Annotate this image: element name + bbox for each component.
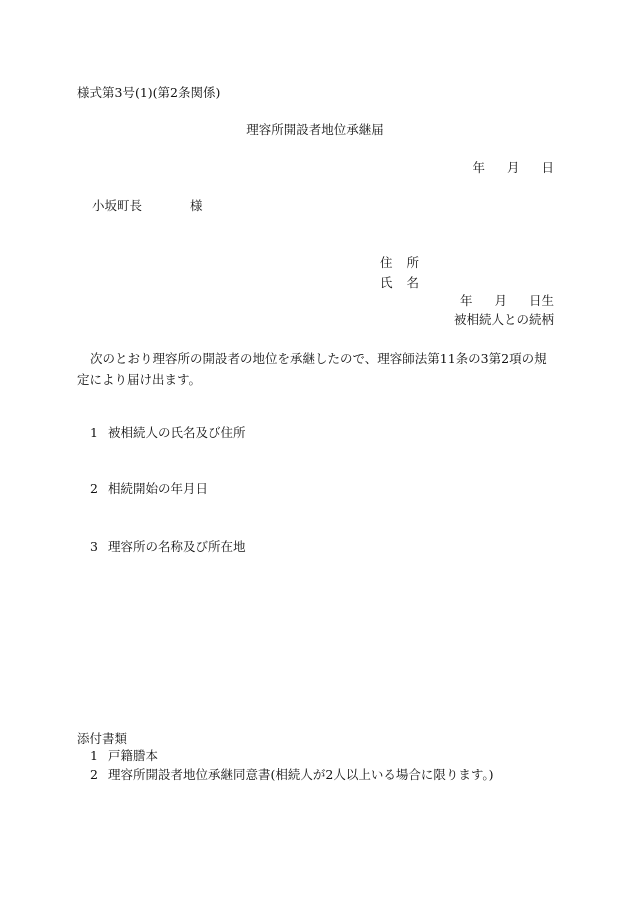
applicant-relation: 被相続人との続柄 [453, 312, 554, 327]
item-label: 被相続人の氏名及び住所 [108, 425, 246, 440]
name-label-char-2: 名 [406, 275, 420, 290]
item-deceased-name-address [90, 425, 246, 441]
address-label-char-1: 住 [380, 255, 393, 270]
addressee [92, 198, 203, 214]
birth-year: 年 [459, 293, 473, 308]
attachments-heading: 添付書類 [77, 731, 128, 746]
item-inheritance-start-date [90, 481, 208, 497]
date-month: 月 [506, 160, 520, 175]
item-number: 2 [90, 481, 98, 496]
applicant-address-label [380, 255, 419, 271]
item-label: 相続開始の年月日 [108, 481, 209, 496]
item-number: 1 [90, 425, 98, 440]
attachment-label: 戸籍謄本 [108, 748, 159, 763]
document-title: 理容所開設者地位承継届 [246, 122, 384, 137]
address-label-char-2: 所 [406, 255, 420, 270]
date-day: 日 [541, 160, 554, 175]
addressee-suffix: 様 [190, 198, 203, 213]
item-label: 理容所の名称及び所在地 [108, 539, 246, 554]
item-number: 3 [90, 539, 98, 554]
body-text: 次のとおり理容所の開設者の地位を承継したので、理容師法第11条の3第2項の規定により届け出ます。 [77, 351, 547, 387]
form-number: 様式第3号(1)(第2条関係) [77, 85, 221, 100]
addressee-name: 小坂町長 [92, 198, 143, 213]
name-label-char-1: 氏 [380, 275, 393, 290]
attachment-item [90, 748, 158, 764]
attachment-number: 2 [90, 767, 98, 782]
attachment-item [90, 767, 493, 783]
item-barbershop-name-location [90, 539, 246, 555]
attachment-number: 1 [90, 748, 98, 763]
submission-date [472, 160, 554, 176]
birth-day: 日生 [528, 293, 554, 308]
date-year: 年 [472, 160, 485, 175]
applicant-name-label [380, 275, 419, 291]
attachment-label: 理容所開設者地位承継同意書(相続人が2人以上いる場合に限ります。) [108, 767, 494, 782]
applicant-birth-date [460, 293, 554, 309]
birth-month: 月 [494, 293, 507, 308]
